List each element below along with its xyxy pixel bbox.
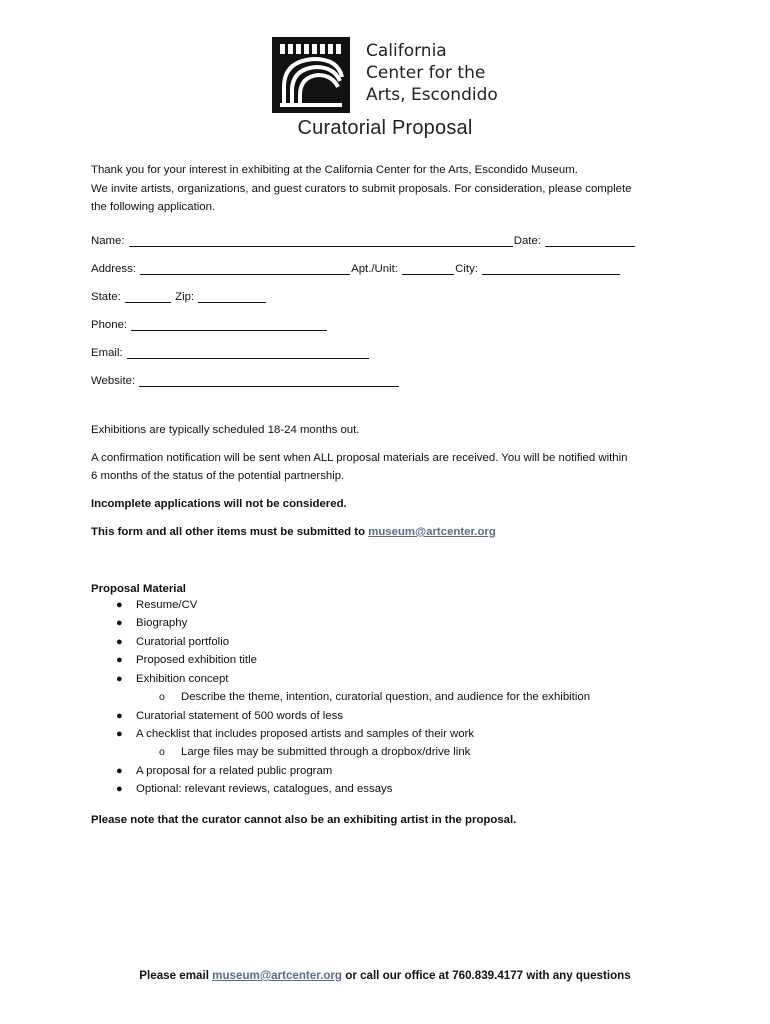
intro-line-1: Thank you for your interest in exhibiting at the California Center for the Arts, Escondido Museum. [91, 164, 578, 176]
state-row [91, 290, 267, 306]
website-row [91, 374, 400, 390]
sub-bullet-icon: o [159, 691, 165, 703]
intro-line-2: We invite artists, organizations, and guest curators to submit proposals. For consideration, please complete [91, 183, 632, 195]
org-logo [272, 37, 512, 113]
arches-logo-icon [272, 37, 350, 113]
submit-text: This form and all other items must be submitted to [91, 526, 366, 538]
list-item: Curatorial statement of 500 words of less [136, 710, 344, 722]
address-field[interactable] [140, 262, 350, 275]
logo-line-1: California [366, 41, 447, 61]
bullet-icon: ● [116, 654, 123, 666]
city-field[interactable] [482, 262, 620, 275]
name-label: Name: [91, 235, 125, 247]
name-row [91, 234, 636, 250]
name-field[interactable] [129, 234, 513, 247]
curator-note: Please note that the curator cannot also be an exhibiting artist in the proposal. [91, 814, 517, 826]
sub-bullet-icon: o [159, 746, 165, 758]
date-field[interactable] [545, 234, 635, 247]
intro-line-3: the following application. [91, 201, 216, 213]
list-item: Biography [136, 617, 188, 629]
confirm-line-2: 6 months of the status of the potential partnership. [91, 470, 345, 482]
bullet-icon: ● [116, 617, 123, 629]
bullet-icon: ● [116, 783, 123, 795]
footer-email-link[interactable]: museum@artcenter.org [212, 969, 343, 982]
city-label: City: [455, 263, 478, 275]
email-label: Email: [91, 347, 123, 359]
footer-prefix: Please email [139, 969, 209, 982]
list-item: A checklist that includes proposed artists and samples of their work [136, 728, 475, 740]
list-item: Exhibition concept [136, 673, 229, 685]
website-field[interactable] [139, 374, 399, 387]
state-field[interactable] [125, 290, 171, 303]
confirm-line-1: A confirmation notification will be sent when ALL proposal materials are received. You will be notified within [91, 452, 628, 464]
phone-label: Phone: [91, 319, 128, 331]
logo-line-3: Arts, Escondido [366, 85, 498, 105]
apt-field[interactable] [402, 262, 454, 275]
list-item: Optional: relevant reviews, catalogues, and essays [136, 783, 393, 795]
footer-contact [0, 969, 770, 982]
email-field[interactable] [127, 346, 369, 359]
phone-row [91, 318, 328, 334]
address-label: Address: [91, 263, 136, 275]
website-label: Website: [91, 375, 136, 387]
phone-field[interactable] [131, 318, 327, 331]
logo-line-2: Center for the [366, 63, 486, 83]
footer-suffix: or call our office at 760.839.4177 with any questions [345, 969, 631, 982]
date-label: Date: [513, 235, 541, 247]
list-item: Resume/CV [136, 599, 198, 611]
address-row [91, 262, 621, 278]
bullet-icon: ● [116, 728, 123, 740]
list-item: A proposal for a related public program [136, 765, 333, 777]
page-title: Curatorial Proposal [297, 117, 473, 139]
schedule-text: Exhibitions are typically scheduled 18-24 months out. [91, 424, 360, 436]
bullet-icon: ● [116, 710, 123, 722]
proposal-heading: Proposal Material [91, 583, 186, 595]
bullet-icon: ● [116, 636, 123, 648]
list-item: Curatorial portfolio [136, 636, 230, 648]
apt-label: Apt./Unit: [351, 263, 398, 275]
bullet-icon: ● [116, 599, 123, 611]
state-label: State: [91, 291, 121, 303]
submit-email-link[interactable]: museum@artcenter.org [368, 526, 496, 538]
sub-list-item: Large files may be submitted through a dropbox/drive link [181, 746, 471, 758]
bullet-icon: ● [116, 673, 123, 685]
incomplete-notice: Incomplete applications will not be considered. [91, 498, 347, 510]
zip-label: Zip: [175, 291, 195, 303]
logo-wordmark [366, 40, 498, 106]
list-item: Proposed exhibition title [136, 654, 257, 666]
submit-notice [91, 523, 496, 542]
zip-field[interactable] [198, 290, 266, 303]
bullet-icon: ● [116, 765, 123, 777]
email-row [91, 346, 370, 362]
sub-list-item: Describe the theme, intention, curatorial question, and audience for the exhibition [181, 691, 591, 703]
